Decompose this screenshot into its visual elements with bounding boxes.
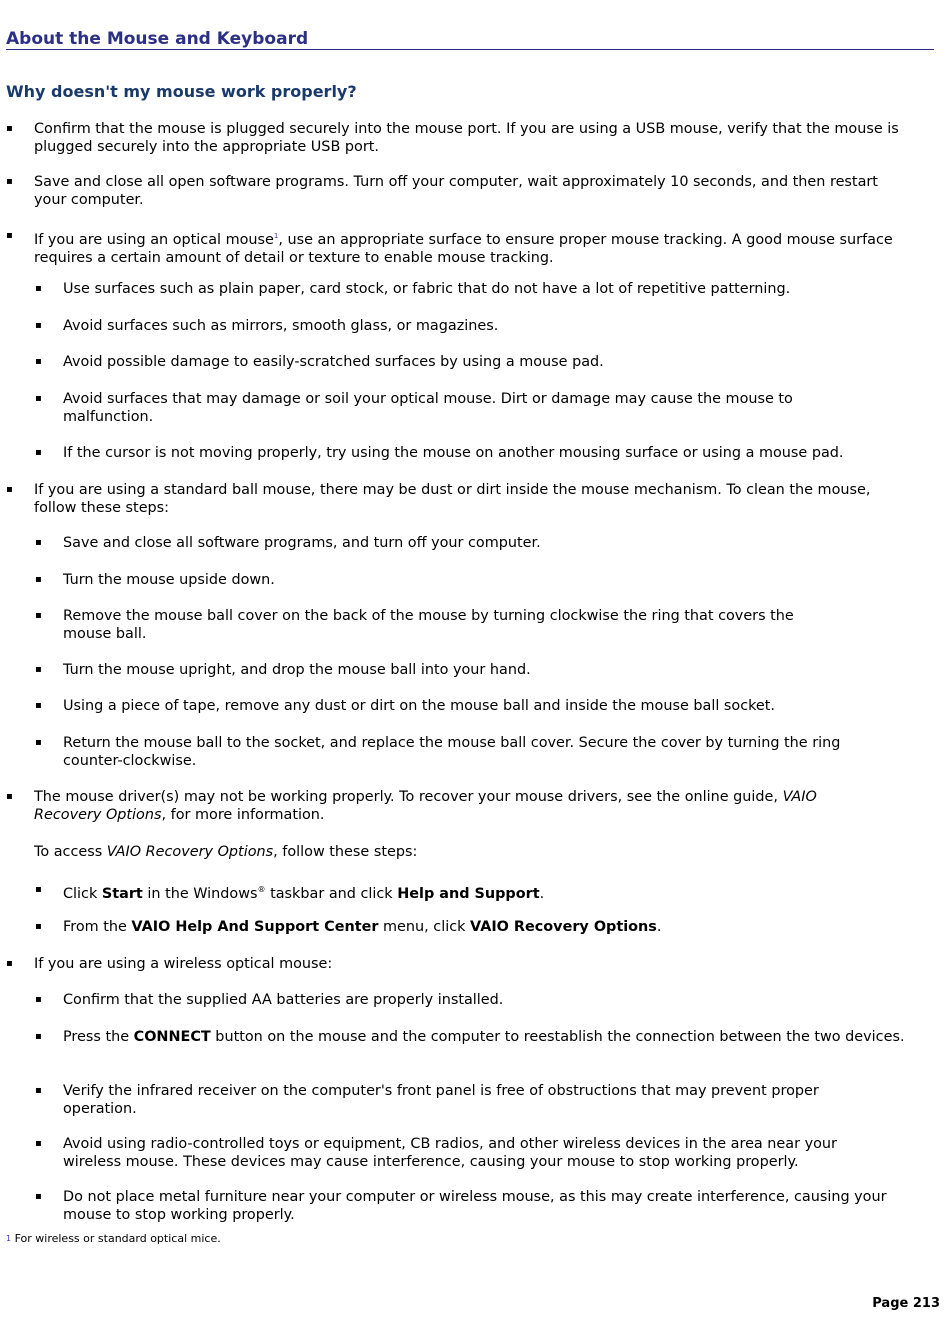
bullet-icon: ▪ [35,921,42,932]
list-item: ▪ The mouse driver(s) may not be working properly. To recover your mouse drivers, see the online guide, VAIO Recovery Options, for more information. [6,789,817,823]
list-item: ▪ Confirm that the supplied AA batteries are properly installed. [35,992,504,1008]
page-number: Page 213 [872,1296,940,1311]
bullet-icon: ▪ [35,320,42,331]
list-item: ▪ Use surfaces such as plain paper, card stock, or fabric that do not have a lot of repetitive patterning. [35,281,791,297]
bullet-icon: ▪ [35,283,42,294]
list-item: ▪ Return the mouse ball to the socket, and replace the mouse ball cover. Secure the cover by turning the ring counter-clockwise. [35,735,841,769]
list-item: ▪ Avoid possible damage to easily-scratched surfaces by using a mouse pad. [35,354,604,370]
list-item: ▪ Turn the mouse upright, and drop the mouse ball into your hand. [35,662,531,678]
footnote-reference[interactable]: 1 [273,232,279,240]
bullet-icon: ▪ [35,737,42,748]
list-item: ▪ From the VAIO Help And Support Center menu, click VAIO Recovery Options. [35,919,662,935]
list-item: ▪ If you are using an optical mouse$^1$, use an appropriate surface to ensure proper mouse tracking. A good mouse surface requires a certain amount of detail or texture to enable mouse tracking. [34,227,914,267]
guide-title: VAIO Recovery Options [106,844,274,860]
page-title: About the Mouse and Keyboard [6,29,934,50]
list-item: ▪ If you are using a wireless optical mouse: [6,956,333,972]
bullet-icon: ▪ [6,123,13,134]
bullet-icon: ▪ [35,1191,42,1202]
list-item: ▪ If the cursor is not moving properly, try using the mouse on another mousing surface or using a mouse pad. [35,445,844,461]
list-item: ▪ Press the CONNECT button on the mouse and the computer to reestablish the connection between the two devices. [35,1029,905,1045]
bullet-icon: ▪ [35,994,42,1005]
bullet-icon: ▪ [35,884,42,895]
footnote-text: For wireless or standard optical mice. [14,1232,221,1245]
bullet-icon: ▪ [35,610,42,621]
bullet-icon: ▪ [6,176,13,187]
bullet-icon: ▪ [35,1138,42,1149]
bullet-icon: ▪ [35,664,42,675]
bullet-icon: ▪ [35,356,42,367]
list-item: ▪ Click Start in the Windows® taskbar and click Help and Support. [63,881,913,903]
list-item: ▪ Turn the mouse upside down. [35,572,275,588]
list-item: ▪ Save and close all software programs, and turn off your computer. [35,535,541,551]
guide-title: VAIO Recovery Options [34,789,817,823]
list-item: ▪ Confirm that the mouse is plugged securely into the mouse port. If you are using a USB mouse, verify that the mouse is plugged securely into the appropriate USB port. [6,121,899,155]
section-heading: Why doesn't my mouse work properly? [6,82,357,101]
list-item: ▪ Do not place metal furniture near your computer or wireless mouse, as this may create interference, causing your mouse to stop working properly. [35,1189,887,1223]
list-item: ▪ Avoid surfaces such as mirrors, smooth glass, or magazines. [35,318,499,334]
list-item: ▪ Verify the infrared receiver on the computer's front panel is free of obstructions that may prevent proper operation. [35,1083,819,1117]
bullet-icon: ▪ [6,958,13,969]
list-item: ▪ Using a piece of tape, remove any dust or dirt on the mouse ball and inside the mouse ball socket. [35,698,775,714]
list-item: ▪ Save and close all open software programs. Turn off your computer, wait approximately 10 seconds, and then restart your computer. [6,174,878,208]
bullet-icon: ▪ [35,1031,42,1042]
bullet-icon: ▪ [35,393,42,404]
access-paragraph: To access VAIO Recovery Options, follow these steps: [34,844,418,860]
bullet-icon: ▪ [35,700,42,711]
bullet-icon: ▪ [6,791,13,802]
bullet-icon: ▪ [35,1085,42,1096]
footnote [6,1232,221,1246]
list-item: ▪ Avoid surfaces that may damage or soil your optical mouse. Dirt or damage may cause the mouse to malfunction. [35,391,793,425]
footnote-mark: 1 [6,1234,12,1243]
list-item: ▪ Remove the mouse ball cover on the back of the mouse by turning clockwise the ring that covers the mouse ball. [35,608,794,642]
bullet-icon: ▪ [35,447,42,458]
bullet-icon: ▪ [35,537,42,548]
list-item: ▪ Avoid using radio-controlled toys or equipment, CB radios, and other wireless devices in the area near your wireless mouse. These devices may cause interference, causing your mouse to stop working properly. [35,1136,837,1170]
registered-mark: ® [257,885,266,894]
bullet-icon: ▪ [6,484,13,495]
bullet-icon: ▪ [35,574,42,585]
bullet-icon: ▪ [6,230,13,241]
list-item: ▪ If you are using a standard ball mouse, there may be dust or dirt inside the mouse mechanism. To clean the mouse, follow these steps: [6,482,871,516]
